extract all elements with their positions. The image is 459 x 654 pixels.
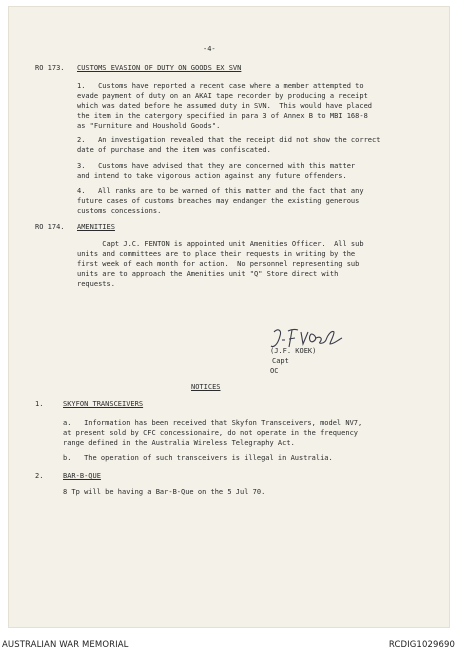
text-line: as "Furniture and Houshold Goods".	[77, 122, 221, 130]
text-line: date of purchase and the item was confiscated.	[77, 146, 271, 154]
text-line: at present sold by CFC concessionaire, do not operate in the frequency	[63, 429, 359, 437]
ro174-number: RO 174.	[35, 223, 65, 231]
text-line: range defined in the Australia Wireless Telegraphy Act.	[63, 439, 295, 447]
text-line: first week of each month for action. No personnel representing sub	[77, 260, 360, 268]
notices-heading: NOTICES	[191, 383, 221, 391]
footer-credit: AUSTRALIAN WAR MEMORIAL	[2, 640, 129, 650]
signatory-rank: Capt	[272, 357, 289, 365]
notice-1-heading: SKYFON TRANSCEIVERS	[63, 400, 144, 408]
text-line: future cases of customs breaches may endanger the existing generous	[77, 197, 360, 205]
notice-1-number: 1.	[35, 400, 44, 408]
text-line: b. The operation of such transceivers is illegal in Australia.	[63, 454, 333, 462]
notice-2-number: 2.	[35, 472, 44, 480]
text-line: 4. All ranks are to be warned of this matter and the fact that any	[77, 187, 364, 195]
page-number: -4-	[203, 45, 216, 53]
text-line: and intend to take vigorous action against any future offenders.	[77, 172, 347, 180]
text-line: the item in the catergory specified in para 3 of Annex B to MBI 168-8	[77, 112, 368, 120]
footer-record-id: RCDIG1029690	[388, 640, 455, 650]
text-line: 2. An investigation revealed that the receipt did not show the correct	[77, 136, 381, 144]
text-line: which was dated before he assumed duty in SVN. This would have placed	[77, 102, 373, 110]
ro173-heading: CUSTOMS EVASION OF DUTY ON GOODS EX SVN	[77, 64, 242, 72]
text-line: a. Information has been received that Skyfon Transceivers, model NV7,	[63, 419, 363, 427]
ro173-number: RO 173.	[35, 64, 65, 72]
text-line: Capt J.C. FENTON is appointed unit Amenities Officer. All sub	[77, 240, 364, 248]
text-line: requests.	[77, 280, 115, 288]
text-line: evade payment of duty on an AKAI tape recorder by producing a receipt	[77, 92, 368, 100]
text-line: units are to approach the Amenities unit "Q" Store direct with	[77, 270, 339, 278]
text-line: units and committees are to place their requests in writing by the	[77, 250, 356, 258]
ro174-heading: AMENITIES	[77, 223, 115, 231]
text-line: 3. Customs have advised that they are concerned with this matter	[77, 162, 356, 170]
signatory-role: OC	[270, 367, 279, 375]
notice-2-heading: BAR-B-QUE	[63, 472, 101, 480]
text-line: 8 Tp will be having a Bar-B-Que on the 5 Jul 70.	[63, 488, 266, 496]
text-line: 1. Customs have reported a recent case where a member attempted to	[77, 82, 364, 90]
signatory-name: (J.F. KOEK)	[270, 347, 317, 355]
text-line: customs concessions.	[77, 207, 162, 215]
